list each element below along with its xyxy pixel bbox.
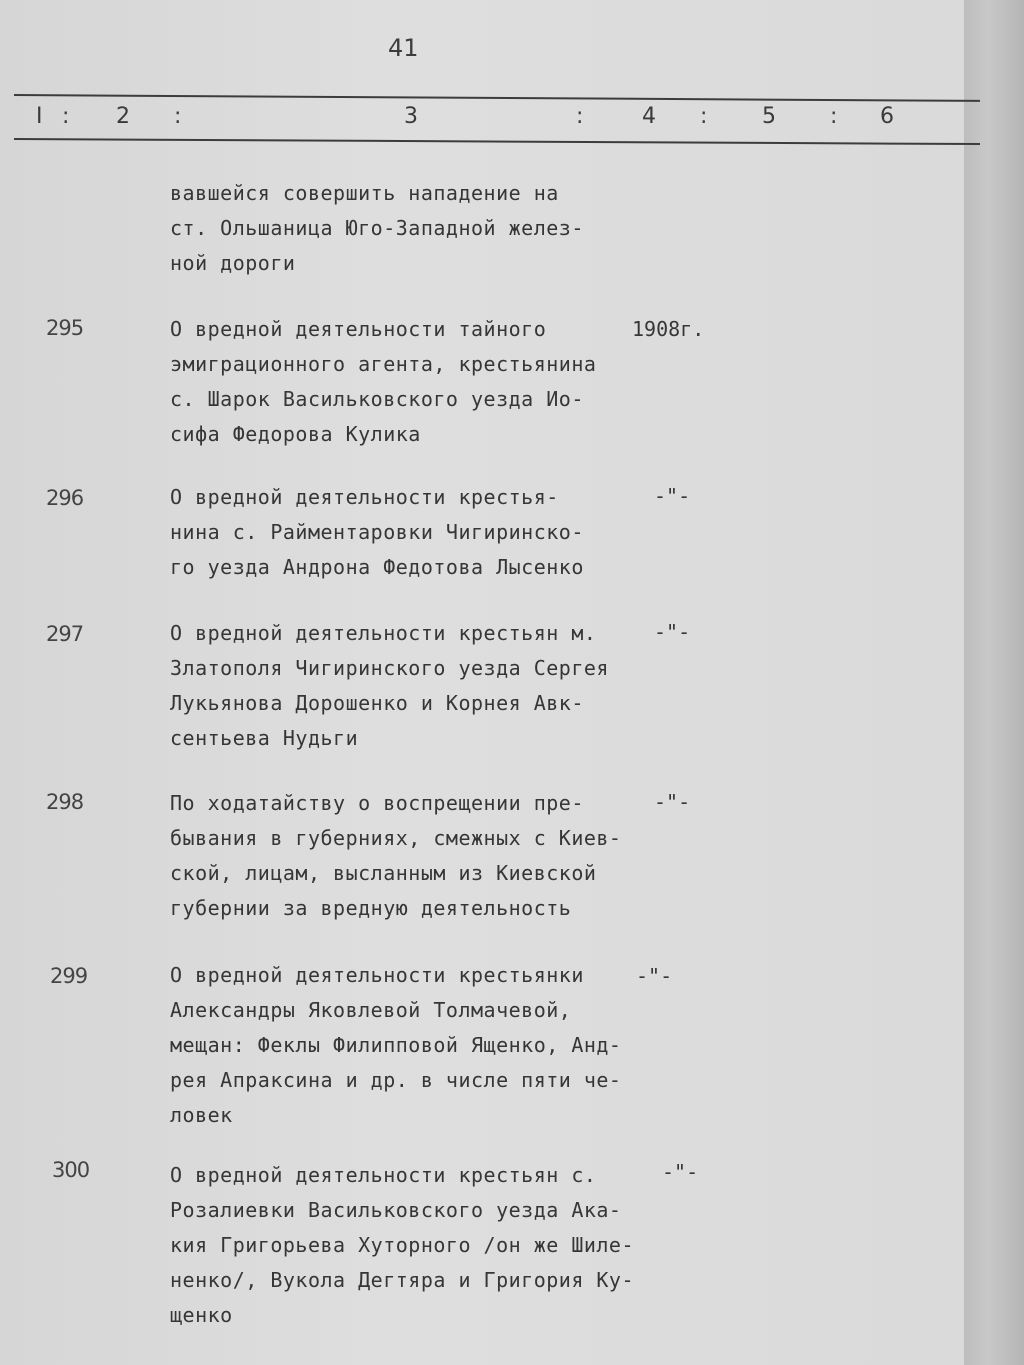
text-line: ловек xyxy=(170,1103,233,1127)
column-separator: : xyxy=(700,104,708,129)
column-header-5: 5 xyxy=(762,104,776,129)
text-line: кия Григорьева Хуторного /он же Шиле- xyxy=(170,1233,635,1257)
text-line: сентьева Нудьги xyxy=(170,726,359,750)
text-line: Александры Яковлевой Толмачевой, xyxy=(170,998,572,1022)
entry-date: -"- xyxy=(662,1160,699,1184)
entry-date: 1908г. xyxy=(632,317,705,341)
entry-number: 296 xyxy=(46,486,84,510)
entry-text xyxy=(170,958,650,1133)
entry-date: -"- xyxy=(654,620,691,644)
text-line: Златополя Чигиринского уезда Сергея xyxy=(170,656,609,680)
entry-text xyxy=(170,1158,650,1333)
column-separator: : xyxy=(830,104,838,129)
text-line: го уезда Андрона Федотова Лысенко xyxy=(170,555,584,579)
text-line: вавшейся совершить нападение на xyxy=(170,181,559,205)
continuation-text xyxy=(170,176,650,281)
entry-number: 297 xyxy=(46,622,84,646)
page-edge xyxy=(964,0,1024,1365)
text-line: губернии за вредную деятельность xyxy=(170,896,572,920)
text-line: ст. Ольшаница Юго-Западной желез- xyxy=(170,216,584,240)
text-line: ной дороги xyxy=(170,251,296,275)
column-header-6: 6 xyxy=(880,104,894,129)
column-separator: : xyxy=(576,104,584,129)
entry-date: -"- xyxy=(654,790,691,814)
entry-text xyxy=(170,616,650,756)
text-line: бывания в губерниях, смежных с Киев- xyxy=(170,826,622,850)
column-header-4: 4 xyxy=(642,104,656,129)
text-line: щенко xyxy=(170,1303,233,1327)
text-line: рея Апраксина и др. в числе пяти че- xyxy=(170,1068,622,1092)
column-separator: : xyxy=(62,104,70,129)
text-line: О вредной деятельности тайного xyxy=(170,317,547,341)
text-line: нина с. Райментаровки Чигиринско- xyxy=(170,520,584,544)
entry-number: 298 xyxy=(46,790,84,814)
text-line: Розалиевки Васильковского уезда Ака- xyxy=(170,1198,622,1222)
text-line: О вредной деятельности крестьян с. xyxy=(170,1163,597,1187)
page-number: 41 xyxy=(388,34,419,62)
column-header-2: 2 xyxy=(116,104,130,129)
text-line: с. Шарок Васильковского уезда Ио- xyxy=(170,387,584,411)
column-header-1: I xyxy=(36,104,43,129)
text-line: О вредной деятельности крестьянки xyxy=(170,963,584,987)
entry-text xyxy=(170,480,650,585)
entry-date: -"- xyxy=(636,964,673,988)
text-line: мещан: Феклы Филипповой Ященко, Анд- xyxy=(170,1033,622,1057)
text-line: О вредной деятельности крестьян м. xyxy=(170,621,597,645)
entry-number: 299 xyxy=(50,964,88,988)
entry-number: 300 xyxy=(52,1158,90,1182)
entry-text xyxy=(170,786,650,926)
column-header-3: 3 xyxy=(404,104,418,129)
entry-number: 295 xyxy=(46,316,84,340)
entry-text xyxy=(170,312,650,452)
text-line: О вредной деятельности крестья- xyxy=(170,485,559,509)
text-line: ненко/, Вукола Дегтяра и Григория Ку- xyxy=(170,1268,635,1292)
column-separator: : xyxy=(174,104,182,129)
text-line: ской, лицам, высланным из Киевской xyxy=(170,861,597,885)
text-line: Лукьянова Дорошенко и Корнея Авк- xyxy=(170,691,584,715)
text-line: эмиграционного агента, крестьянина xyxy=(170,352,597,376)
text-line: По ходатайству о воспрещении пре- xyxy=(170,791,584,815)
text-line: сифа Федорова Кулика xyxy=(170,422,421,446)
entry-date: -"- xyxy=(654,484,691,508)
